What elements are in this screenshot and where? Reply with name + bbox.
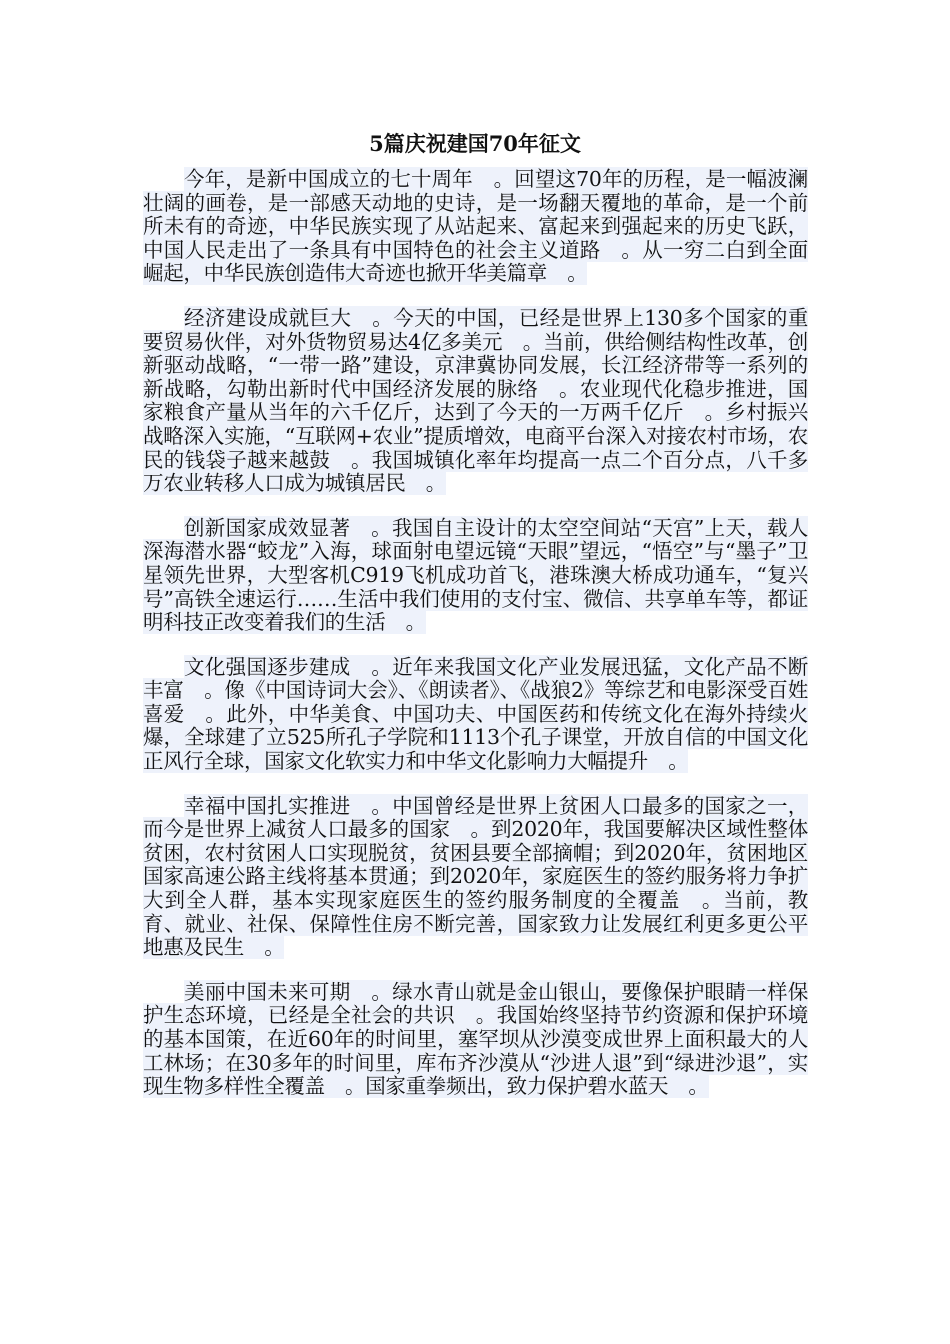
paragraph-text: 幸福中国扎实推进 。中国曾经是世界上贫困人口最多的国家之一，而今是世界上减贫人口最多的国家 。到2020年，我国要解决区域性整体贫困，农村贫困人口实现脱贫，贫困县要全部摘帽；到2020年，贫困地区国家高速公路主线将基本贯通；到2020年，家庭医生的签约服务将力争扩大到全人群，基本实现家庭医生的签约服务制度的全覆盖 。当前，教育、就业、社保、保障性住房不断完善，国家致力让发展红利更多更公平地惠及民生 。 [143,793,808,960]
paragraph-economy [143,307,808,496]
paragraph-culture [143,656,808,774]
document-title: 5篇庆祝建国70年征文 [369,131,581,156]
paragraph-innovation [143,517,808,635]
paragraph-wellbeing [143,795,808,960]
document-body [143,168,808,1120]
paragraph-text: 文化强国逐步建成 。近年来我国文化产业发展迅猛，文化产品不断丰富 。像《中国诗词大会》、《朗读者》、《战狼2》等综艺和电影深受百姓喜爱 。此外，中华美食、中国功夫、中国医药和传统文化在海外持续火爆，全球建了立525所孔子学院和1113个孔子课堂，开放自信的中国文化正风行全球，国家文化软实力和中华文化影响力大幅提升 。 [143,654,808,774]
paragraph-text: 今年，是新中国成立的七十周年 。回望这70年的历程，是一幅波澜壮阔的画卷，是一部感天动地的史诗，是一场翻天覆地的革命，是一个前所未有的奇迹，中华民族实现了从站起来、富起来到强起来的历史飞跃，中国人民走出了一条具有中国特色的社会主义道路 。从一穷二白到全面崛起，中华民族创造伟大奇迹也掀开华美篇章 。 [143,167,808,286]
paragraph-text: 美丽中国未来可期 。绿水青山就是金山银山，要像保护眼睛一样保护生态环境，已经是全社会的共识 。我国始终坚持节约资源和保护环境的基本国策，在近60年的时间里，塞罕坝从沙漠变成世界上面积最大的人工林场；在30多年的时间里，库布齐沙漠从“沙进人退”到“绿进沙退”，实现生物多样性全覆盖 。国家重拳频出，致力保护碧水蓝天 。 [143,979,808,1099]
paragraph-ecology [143,981,808,1099]
paragraph-text: 经济建设成就巨大 。今天的中国，已经是世界上130多个国家的重要贸易伙伴，对外货物贸易达4亿多美元 。当前，供给侧结构性改革，创新驱动战略，“一带一路”建设，京津冀协同发展，长江经济带等一系列的新战略，勾勒出新时代中国经济发展的脉络 。农业现代化稳步推进，国家粮食产量从当年的六千亿斤，达到了今天的一万两千亿斤 。乡村振兴战略深入实施，“互联网+农业”提质增效，电商平台深入对接农村市场，农民的钱袋子越来越鼓 。我国城镇化率年均提高一点二个百分点，八千多万农业转移人口成为城镇居民 。 [143,305,808,496]
paragraph-intro [143,168,808,286]
paragraph-text: 创新国家成效显著 。我国自主设计的太空空间站“天宫”上天，载人深海潜水器“蛟龙”入海，球面射电望远镜“天眼”望远，“悟空”与“墨子”卫星领先世界，大型客机C919飞机成功首飞，港珠澳大桥成功通车，“复兴号”高铁全速运行……生活中我们使用的支付宝、微信、共享单车等，都证明科技正改变着我们的生活 。 [143,515,808,635]
